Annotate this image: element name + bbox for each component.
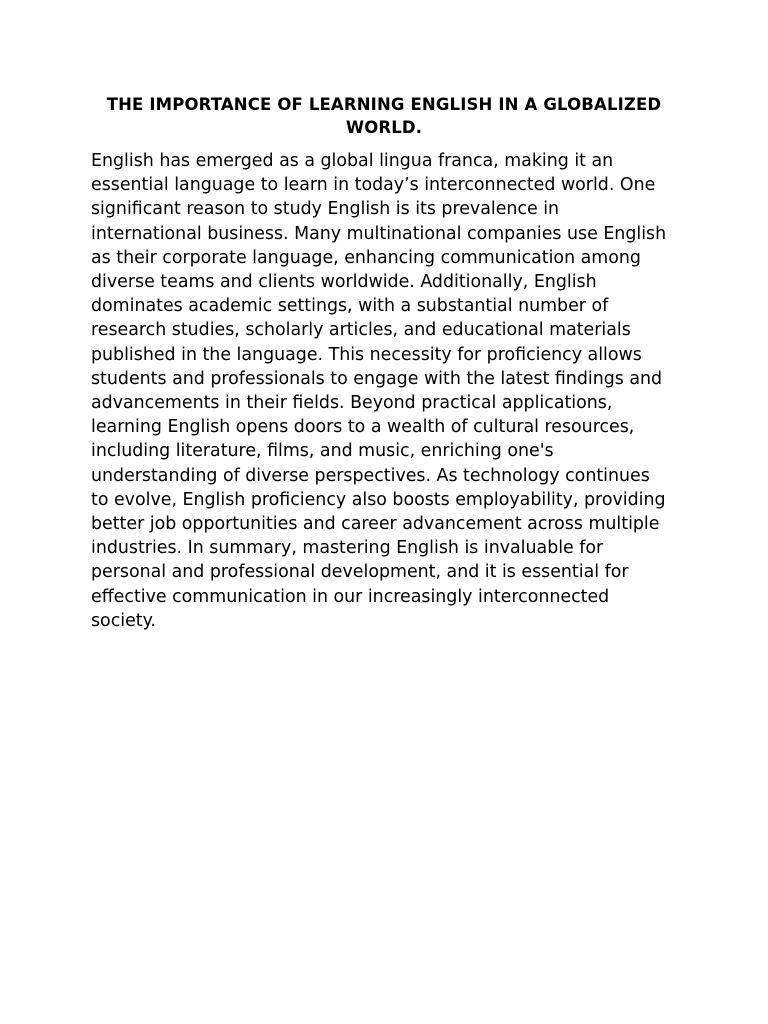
body-line: published in the language. This necessity for proficiency allows [91, 344, 642, 365]
body-line: personal and professional development, and it is essential for [91, 562, 629, 583]
body-line: essential language to learn in today’s interconnected world. One [91, 175, 656, 196]
body-line: society. [91, 610, 156, 631]
title-line: THE IMPORTANCE OF LEARNING ENGLISH IN A GLOBALIZED [106, 95, 662, 114]
body-line: research studies, scholarly articles, and educational materials [91, 320, 631, 341]
body-line: diverse teams and clients worldwide. Additionally, English [91, 272, 597, 293]
body-line: effective communication in our increasingly interconnected [91, 586, 610, 607]
body-line: students and professionals to engage with the latest findings and [91, 368, 663, 389]
body-line: to evolve, English proficiency also boosts employability, providing [91, 489, 666, 510]
body-line: international business. Many multinational companies use English [91, 223, 667, 244]
body-line: English has emerged as a global lingua franca, making it an [91, 151, 614, 171]
document-body-paragraph [91, 149, 681, 633]
body-line: significant reason to study English is its prevalence in [91, 199, 560, 220]
title-line: WORLD. [345, 118, 423, 137]
body-line: advancements in their fields. Beyond practical applications, [91, 393, 613, 414]
body-line: as their corporate language, enhancing communication among [91, 247, 641, 268]
body-line: better job opportunities and career advancement across multiple [91, 514, 660, 535]
document-title [89, 93, 679, 139]
body-line: industries. In summary, mastering English is invaluable for [91, 538, 604, 559]
body-line: dominates academic settings, with a substantial number of [91, 296, 609, 317]
body-line: understanding of diverse perspectives. As technology continues [91, 465, 650, 486]
body-line: including literature, films, and music, enriching one's [91, 441, 554, 462]
body-line: learning English opens doors to a wealth of cultural resources, [91, 417, 635, 438]
